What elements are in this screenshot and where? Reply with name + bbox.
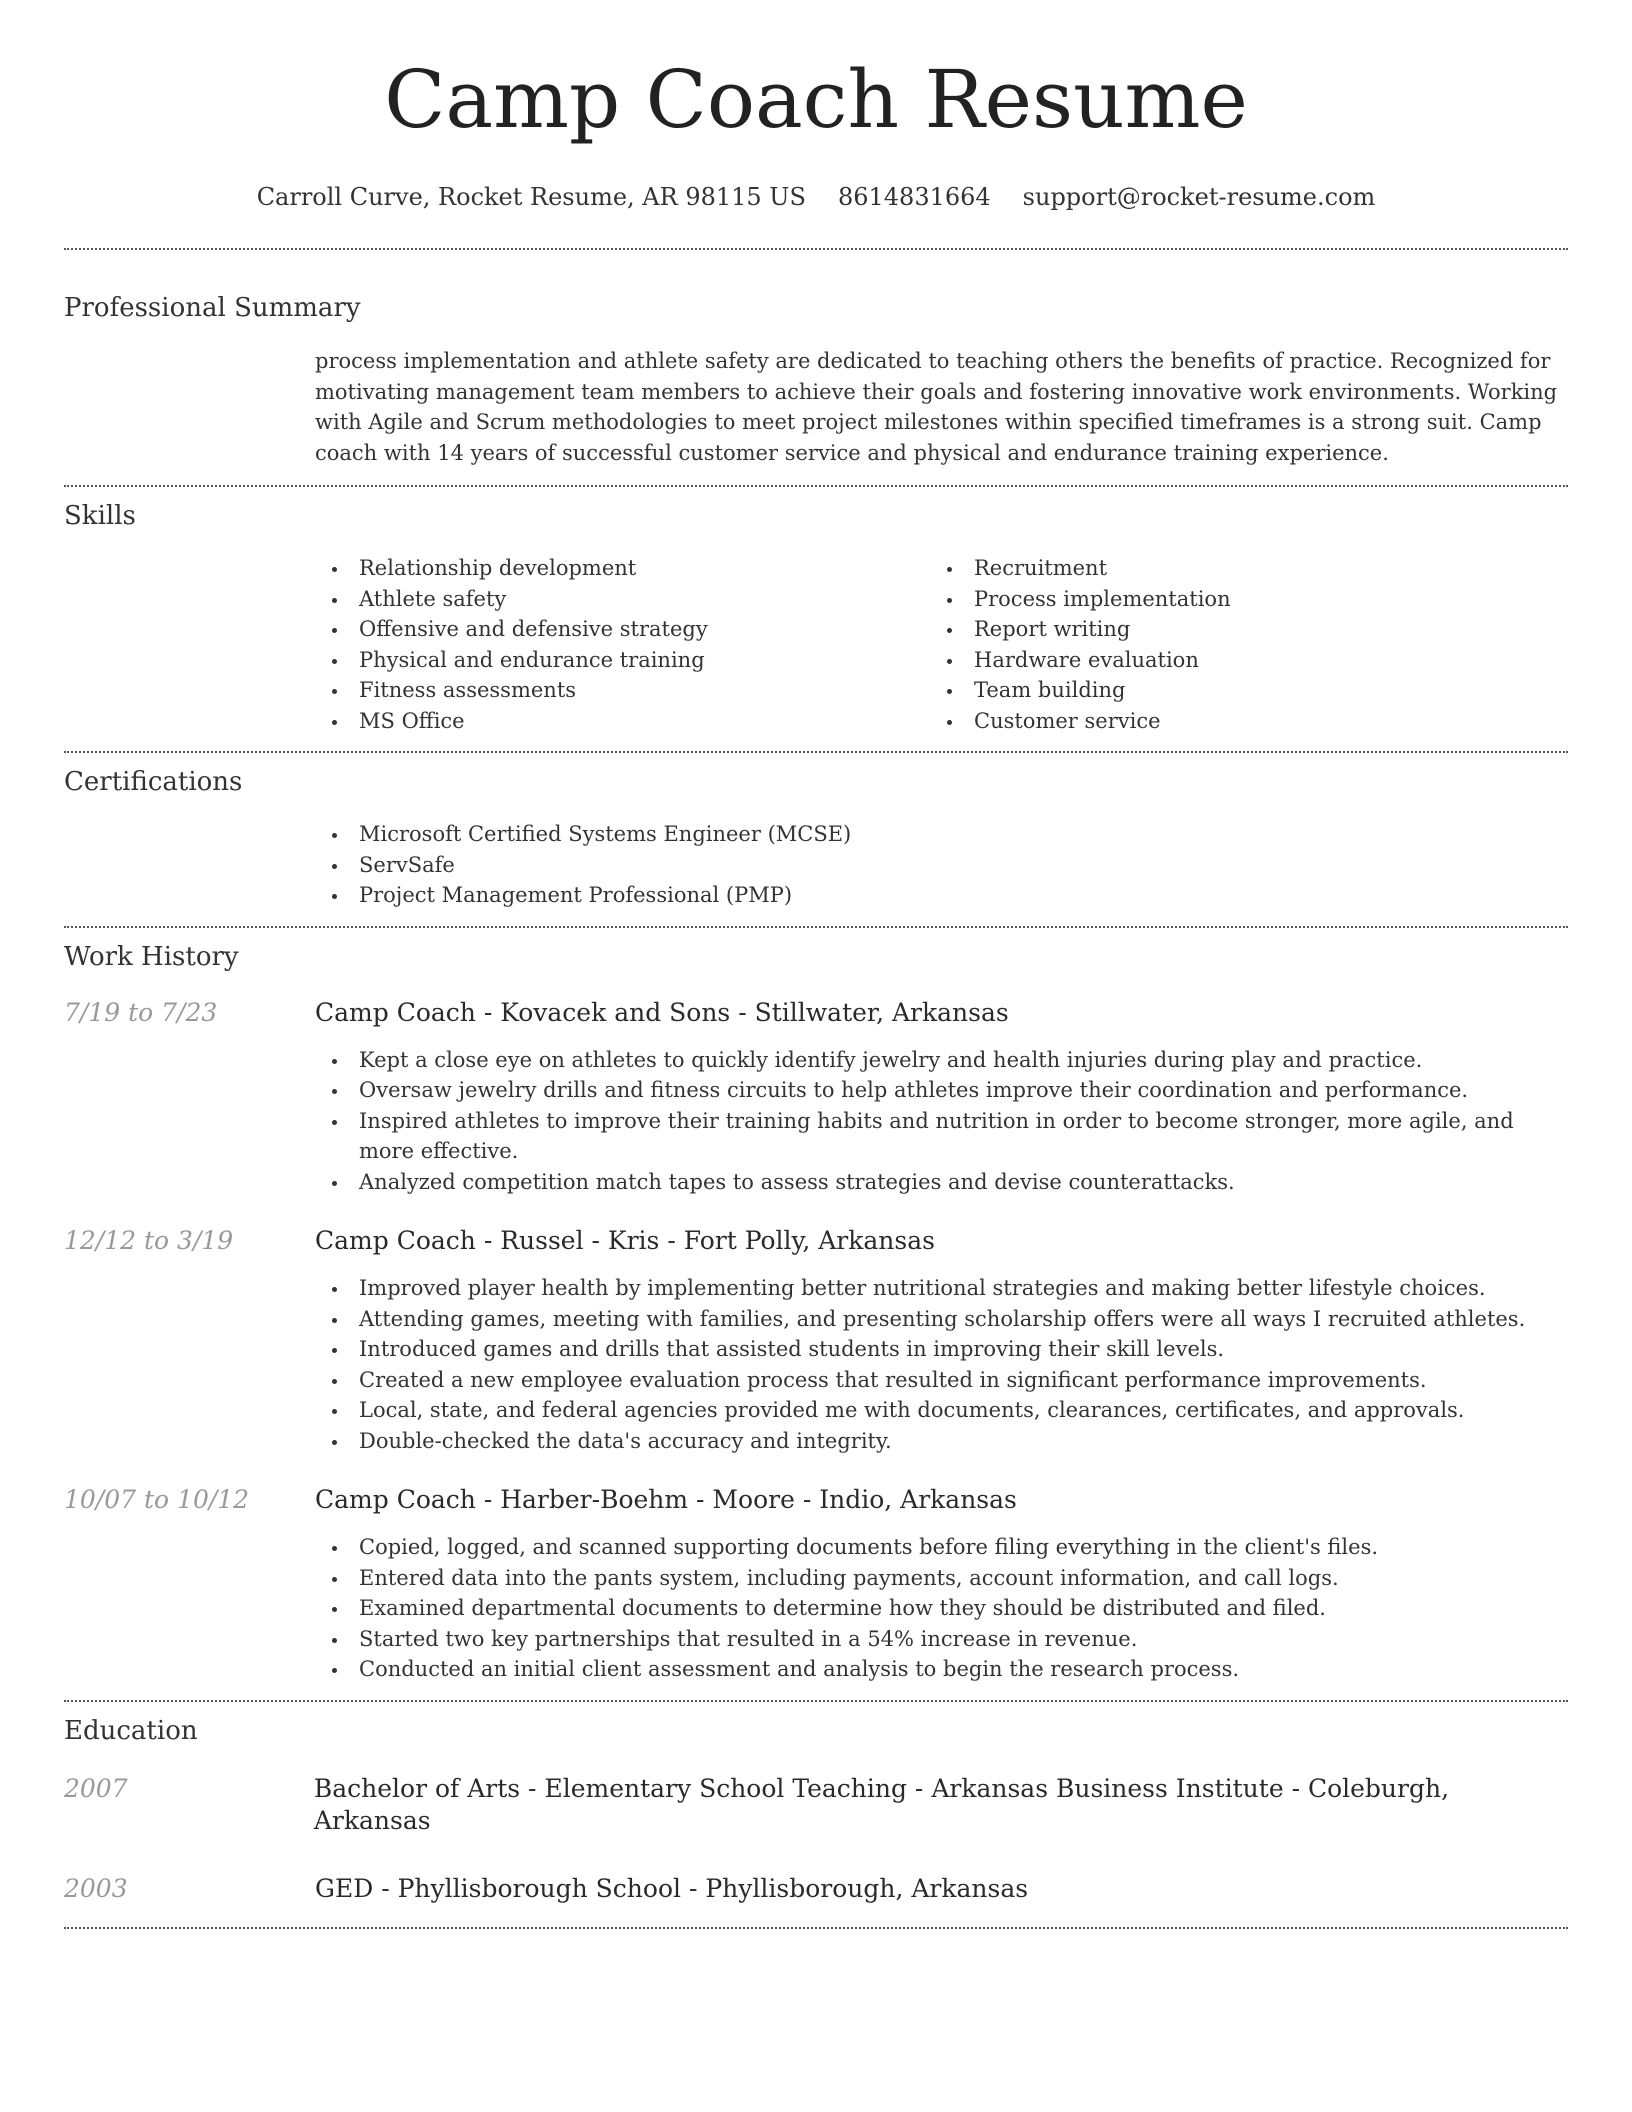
skill-item: Fitness assessments xyxy=(315,675,930,706)
certifications-section xyxy=(64,766,1568,911)
divider xyxy=(64,926,1568,928)
job-bullet: Created a new employee evaluation process that resulted in significant performance improvements. xyxy=(315,1365,1568,1396)
job-bullet: Oversaw jewelry drills and fitness circuits to help athletes improve their coordination and performance. xyxy=(315,1075,1568,1106)
skill-item: Customer service xyxy=(930,706,1545,737)
job-bullets xyxy=(315,1532,1568,1685)
skill-item: Recruitment xyxy=(930,553,1545,584)
contact-phone: 8614831664 xyxy=(837,183,991,211)
skill-item: Relationship development xyxy=(315,553,930,584)
certification-item: Microsoft Certified Systems Engineer (MCSE) xyxy=(315,819,1568,850)
skill-item: Report writing xyxy=(930,614,1545,645)
job-bullet: Attending games, meeting with families, and presenting scholarship offers were all ways I recruited athletes. xyxy=(315,1304,1568,1335)
work-history-section xyxy=(64,941,1568,1685)
section-title-summary: Professional Summary xyxy=(64,293,361,323)
contact-address: Carroll Curve, Rocket Resume, AR 98115 US xyxy=(256,183,806,211)
job-entry xyxy=(64,1225,1568,1456)
job-bullet: Entered data into the pants system, including payments, account information, and call logs. xyxy=(315,1563,1568,1594)
resume-header xyxy=(64,0,1568,212)
job-bullet: Examined departmental documents to determine how they should be distributed and filed. xyxy=(315,1593,1568,1624)
job-bullet: Local, state, and federal agencies provided me with documents, clearances, certificates, and approvals. xyxy=(315,1395,1568,1426)
skill-item: MS Office xyxy=(315,706,930,737)
skill-item: Athlete safety xyxy=(315,584,930,615)
job-dates: 7/19 to 7/23 xyxy=(64,997,218,1027)
section-title-work-history: Work History xyxy=(64,941,239,972)
certification-item: ServSafe xyxy=(315,850,1568,881)
contact-email[interactable]: support@rocket-resume.com xyxy=(1022,183,1376,211)
job-bullet: Kept a close eye on athletes to quickly identify jewelry and health injuries during play and practice. xyxy=(315,1045,1568,1076)
job-dates: 12/12 to 3/19 xyxy=(64,1226,234,1255)
job-entry xyxy=(64,997,1568,1198)
skill-item: Process implementation xyxy=(930,584,1545,615)
education-entry xyxy=(64,1873,1568,1905)
job-entry xyxy=(64,1484,1568,1685)
section-title-skills: Skills xyxy=(64,501,136,531)
job-dates: 10/07 to 10/12 xyxy=(64,1485,250,1514)
section-title-education: Education xyxy=(64,1715,198,1746)
job-bullets xyxy=(315,1273,1568,1456)
job-title: Camp Coach - Kovacek and Sons - Stillwater, Arkansas xyxy=(315,997,1009,1027)
skills-list-right xyxy=(930,553,1545,736)
job-bullet: Copied, logged, and scanned supporting documents before filing everything in the client's files. xyxy=(315,1532,1568,1563)
education-section xyxy=(64,1715,1568,1905)
education-year: 2003 xyxy=(64,1873,128,1903)
skill-item: Offensive and defensive strategy xyxy=(315,614,930,645)
section-title-certifications: Certifications xyxy=(64,767,243,797)
job-bullet: Improved player health by implementing better nutritional strategies and making better lifestyle choices. xyxy=(315,1273,1568,1304)
education-degree: Bachelor of Arts - Elementary School Teaching - Arkansas Business Institute - Coleburgh, Arkansas xyxy=(313,1773,1450,1835)
skills-section xyxy=(64,500,1568,736)
education-degree: GED - Phyllisborough School - Phyllisborough, Arkansas xyxy=(315,1873,1029,1903)
job-bullet: Introduced games and drills that assisted students in improving their skill levels. xyxy=(315,1334,1568,1365)
divider xyxy=(64,248,1568,250)
job-bullet: Started two key partnerships that resulted in a 54% increase in revenue. xyxy=(315,1624,1568,1655)
job-bullet: Conducted an initial client assessment and analysis to begin the research process. xyxy=(315,1654,1568,1685)
certification-item: Project Management Professional (PMP) xyxy=(315,880,1568,911)
skill-item: Hardware evaluation xyxy=(930,645,1545,676)
job-bullet: Double-checked the data's accuracy and integrity. xyxy=(315,1426,1568,1457)
job-bullets xyxy=(315,1045,1568,1198)
divider xyxy=(64,751,1568,753)
job-title: Camp Coach - Harber-Boehm - Moore - Indio, Arkansas xyxy=(315,1485,1017,1514)
resume-title: Camp Coach Resume xyxy=(384,53,1248,146)
contact-line xyxy=(64,182,1568,212)
divider xyxy=(64,1927,1568,1929)
skill-item: Physical and endurance training xyxy=(315,645,930,676)
summary-section xyxy=(64,292,1568,468)
job-bullet: Inspired athletes to improve their training habits and nutrition in order to become stronger, more agile, and more effective. xyxy=(315,1106,1568,1167)
divider xyxy=(64,1700,1568,1702)
certifications-list xyxy=(315,819,1568,911)
skill-item: Team building xyxy=(930,675,1545,706)
job-title: Camp Coach - Russel - Kris - Fort Polly, Arkansas xyxy=(315,1226,935,1255)
divider xyxy=(64,485,1568,487)
education-entry xyxy=(64,1773,1568,1837)
skills-list-left xyxy=(315,553,930,736)
job-bullet: Analyzed competition match tapes to assess strategies and devise counterattacks. xyxy=(315,1167,1568,1198)
education-year: 2007 xyxy=(64,1773,128,1803)
summary-text: process implementation and athlete safety are dedicated to teaching others the benefits of practice. Recognized for motivating management team members to achieve their goals and fostering innovative work environments. Working with Agile and Scrum methodologies to meet project milestones within specified timeframes is a strong suit. Camp coach with 14 years of successful customer service and physical and endurance training experience. xyxy=(315,349,1558,465)
resume-page xyxy=(64,0,1568,1929)
